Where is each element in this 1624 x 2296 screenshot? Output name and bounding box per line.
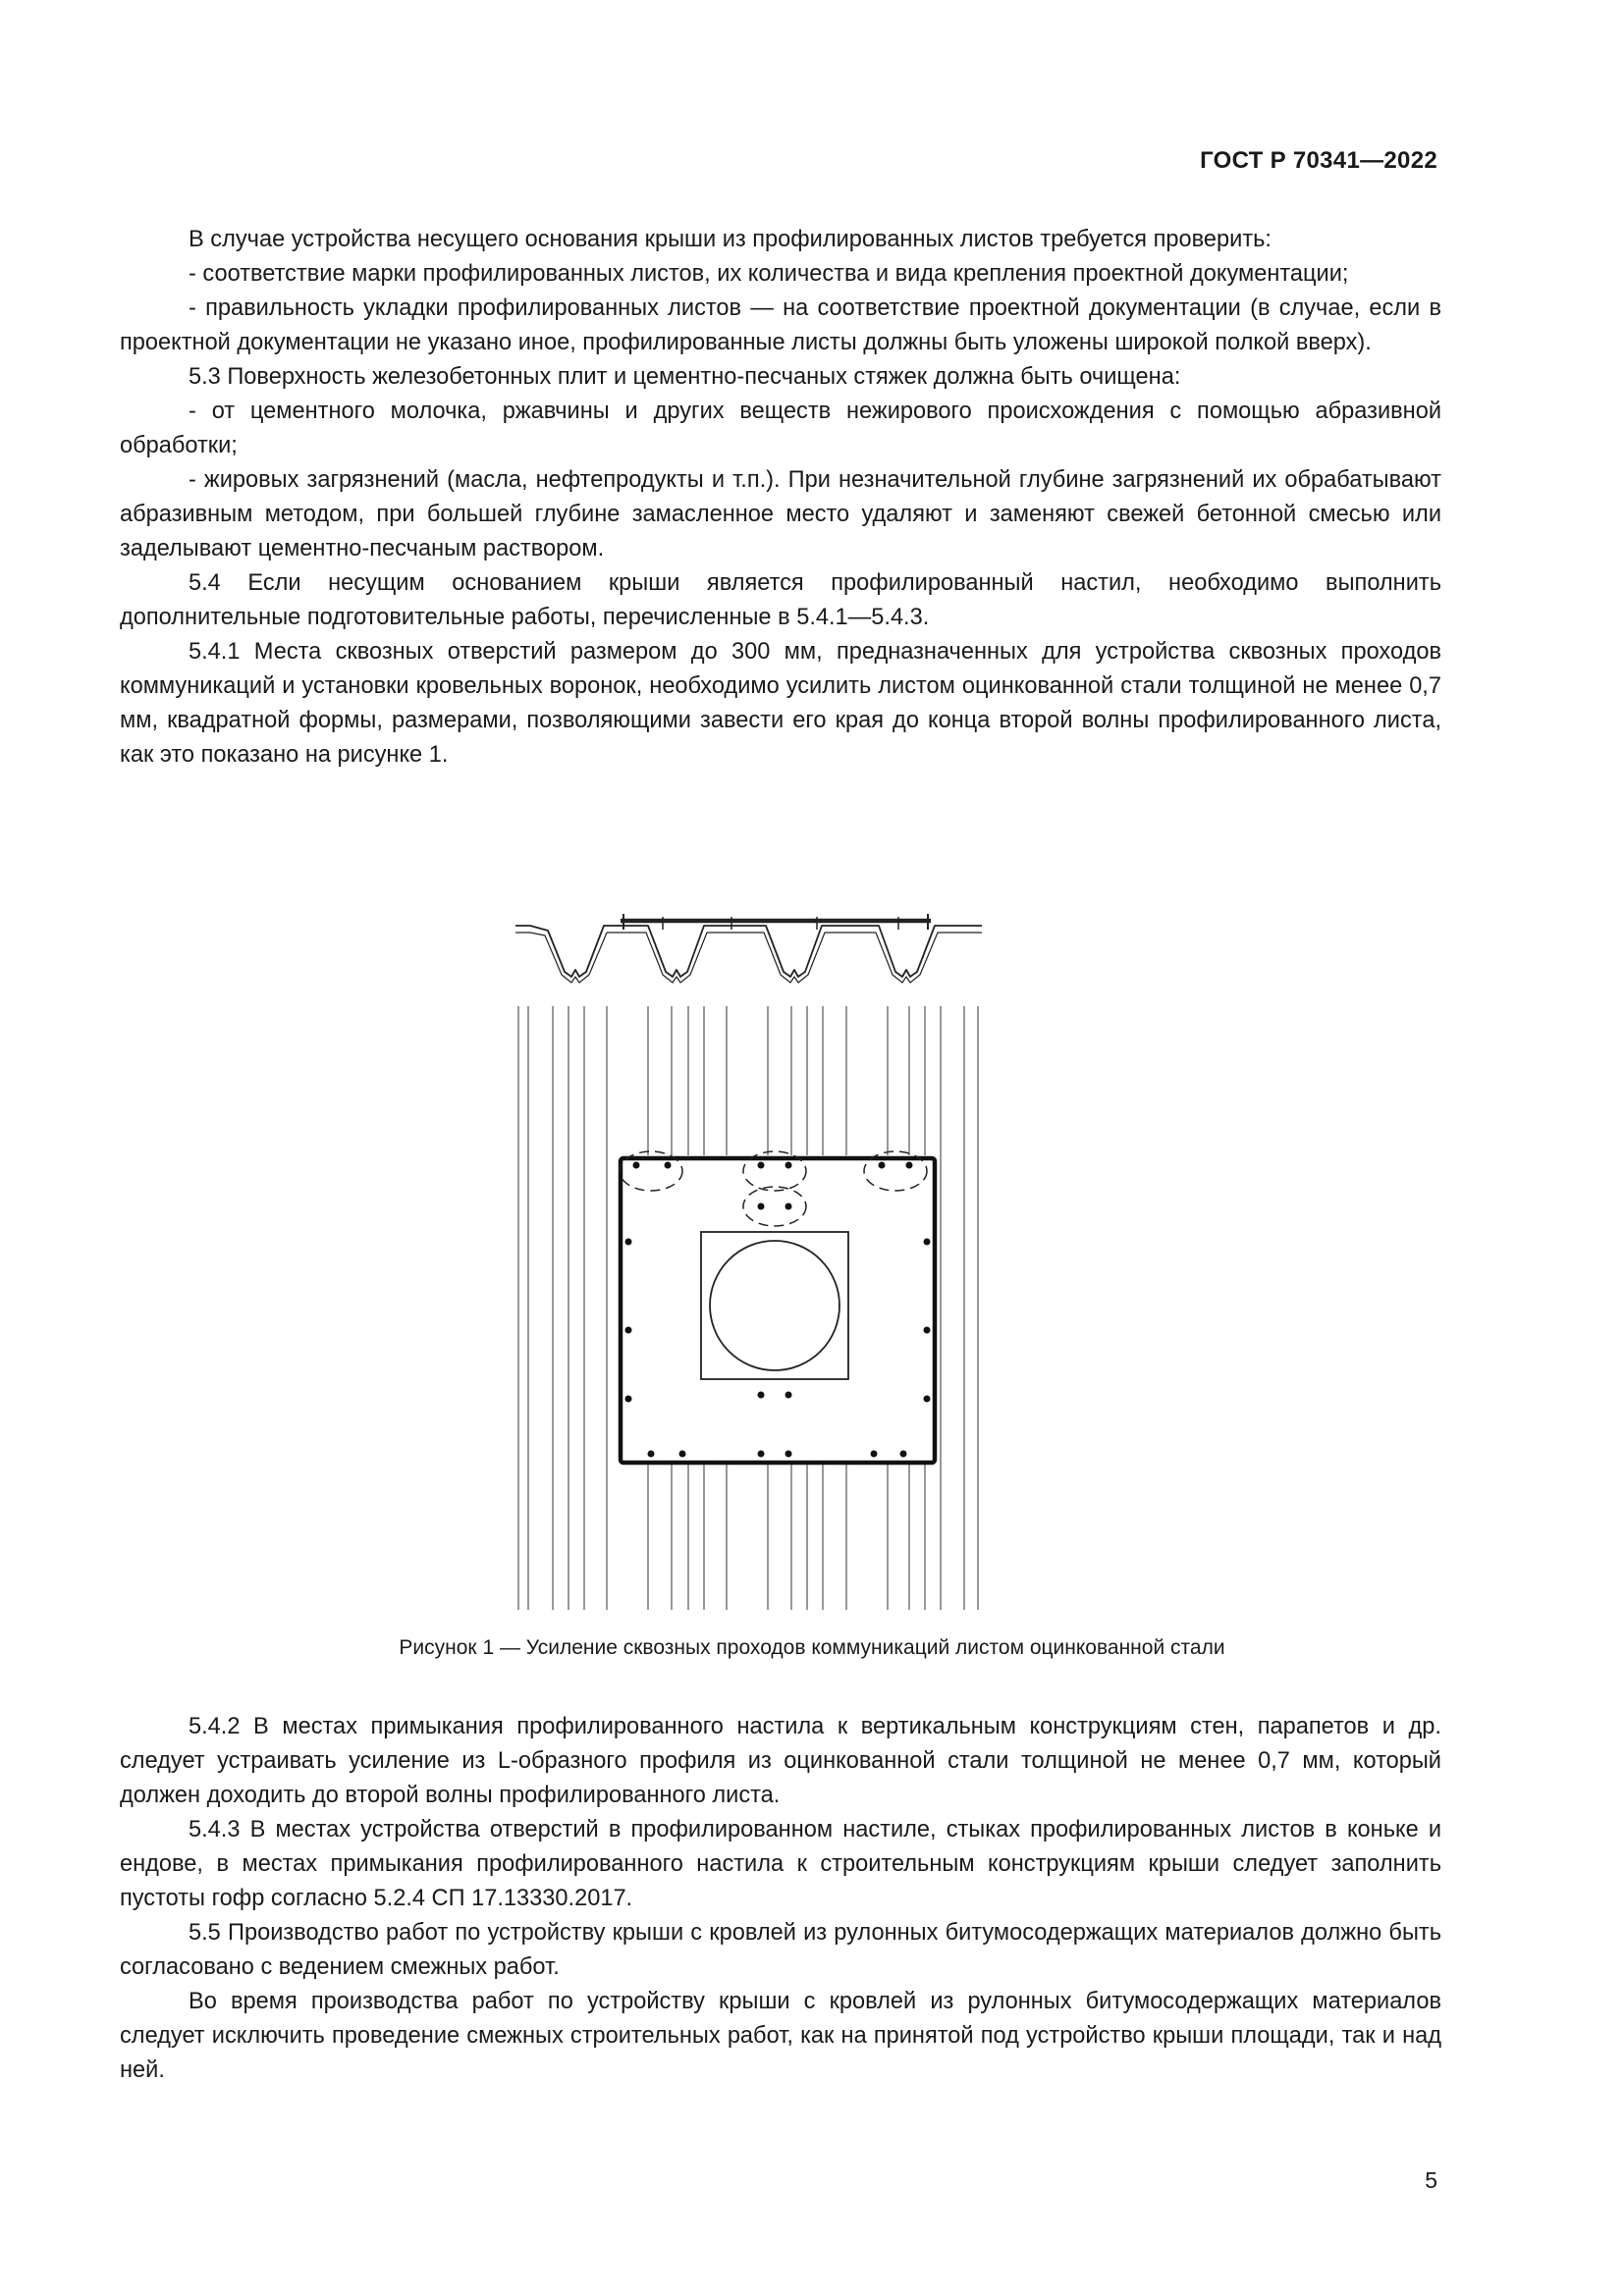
profile-cross-section — [515, 914, 982, 983]
paragraph: 5.5 Производство работ по устройству крыши с кровлей из рулонных битумосодержащих материалов должно быть согласовано с ведением смежных работ. — [120, 1920, 1441, 1980]
paragraph: - жировых загрязнений (масла, нефтепродукты и т.п.). При незначительной глубине загрязнений их обрабатывают абразивным методом, при большей глубине замасленное место удаляют и заменяют свежей бетонной смесью или заделывают цементно-песчаным раствором. — [120, 467, 1441, 561]
paragraph: - соответствие марки профилированных листов, их количества и вида крепления проектной документации; — [189, 261, 1349, 287]
body-text-top — [120, 223, 1441, 773]
paragraph: 5.4.1 Места сквозных отверстий размером до 300 мм, предназначенных для устройства сквозных проходов коммуникаций и установки кровельных воронок, необходимо усилить листом оцинкованной стали толщиной не менее 0,7 мм, квадратной формы, размерами, позволяющими завести его края до конца второй волны профилированного листа, как это показано на рисунке 1. — [120, 639, 1441, 768]
figure-caption: Рисунок 1 — Усиление сквозных проходов коммуникаций листом оцинкованной стали — [399, 1636, 1225, 1659]
paragraph: 5.4.3 В местах устройства отверстий в профилированном настиле, стыках профилированных листов в коньке и ендове, в местах примыкания профилированного настила к строительным конструкциям крыши следует заполнить пустоты гофр согласно 5.2.4 СП 17.13330.2017. — [120, 1817, 1441, 1911]
page-number: 5 — [1425, 2167, 1437, 2193]
body-text-bottom — [120, 1710, 1441, 2088]
document-code-header: ГОСТ Р 70341—2022 — [1200, 147, 1437, 174]
paragraph: - правильность укладки профилированных листов — на соответствие проектной документации (в случае, если в проектной документации не указано иное, профилированные листы должны быть уложены широкой полкой вверх). — [120, 295, 1441, 355]
figure-1-drawing — [511, 908, 1060, 1615]
paragraph: 5.3 Поверхность железобетонных плит и цементно-песчаных стяжек должна быть очищена: — [189, 364, 1181, 390]
paragraph: - от цементного молочка, ржавчины и других веществ нежирового происхождения с помощью абразивной обработки; — [120, 399, 1441, 458]
paragraph: 5.4.2 В местах примыкания профилированного настила к вертикальным конструкциям стен, парапетов и др. следует устраивать усиление из L-образного профиля из оцинкованной стали толщиной не менее 0,7 мм, который должен доходить до второй волны профилированного листа. — [120, 1714, 1441, 1808]
paragraph: В случае устройства несущего основания крыши из профилированных листов требуется проверить: — [189, 227, 1272, 252]
paragraph: 5.4 Если несущим основанием крыши является профилированный настил, необходимо выполнить дополнительные подготовительные работы, перечисленные в 5.4.1—5.4.3. — [120, 570, 1441, 630]
paragraph: Во время производства работ по устройству крыши с кровлей из рулонных битумосодержащих материалов следует исключить проведение смежных строительных работ, как на принятой под устройство крыши площади, так и над ней. — [120, 1989, 1441, 2083]
pipe-circle — [710, 1241, 839, 1370]
